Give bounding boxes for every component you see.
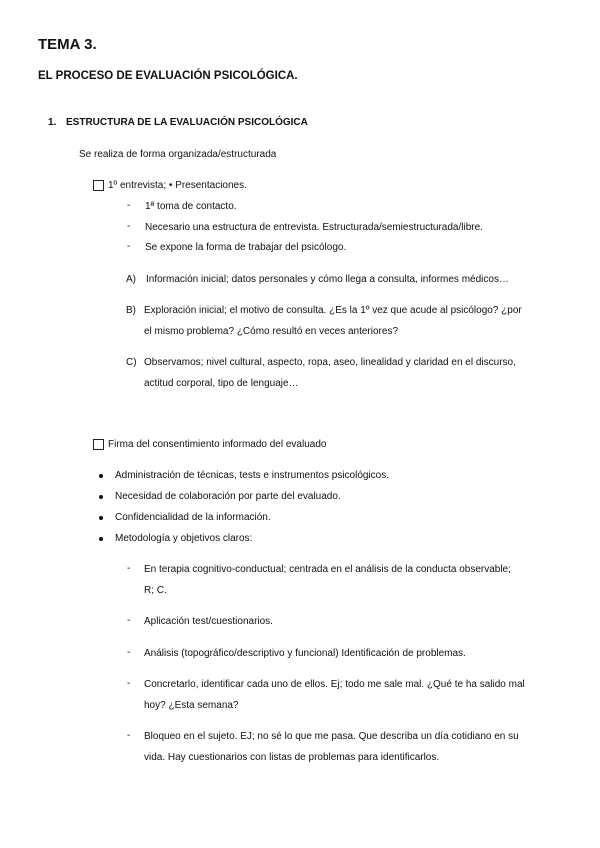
document-title: TEMA 3. (38, 36, 97, 53)
dash-marker: - (127, 730, 131, 741)
bullet-icon (99, 537, 103, 541)
dash-marker: - (127, 615, 131, 626)
bullet-item: Necesidad de colaboración por parte del evaluado. (115, 491, 341, 502)
section-heading: ESTRUCTURA DE LA EVALUACIÓN PSICOLÓGICA (66, 117, 308, 128)
dash-marker: - (127, 563, 131, 574)
dash-item-line: Aplicación test/cuestionarios. (144, 616, 273, 627)
lettered-item-line: el mismo problema? ¿Cómo resultó en veces anteriores? (144, 326, 398, 337)
dash-item-line: Bloqueo en el sujeto. EJ; no sé lo que me pasa. Que describa un día cotidiano en su (144, 731, 519, 742)
dash-item: Necesario una estructura de entrevista. Estructurada/semiestructurada/libre. (145, 222, 483, 233)
document-subtitle: EL PROCESO DE EVALUACIÓN PSICOLÓGICA. (38, 70, 298, 82)
bullet-icon (99, 516, 103, 520)
lettered-item-line: Exploración inicial; el motivo de consulta. ¿Es la 1º vez que acude al psicólogo? ¿por (144, 305, 522, 316)
dash-marker: - (127, 241, 131, 252)
checkbox-item-consentimiento: Firma del consentimiento informado del evaluado (108, 439, 327, 450)
dash-item-line: Análisis (topográfico/descriptivo y funcional) Identificación de problemas. (144, 648, 466, 659)
dash-item-line: En terapia cognitivo-conductual; centrada en el análisis de la conducta observable; (144, 564, 511, 575)
dash-item-line: R; C. (144, 585, 167, 596)
dash-marker: - (127, 647, 131, 658)
letter-marker: B) (126, 305, 136, 316)
checkbox-icon (93, 439, 104, 450)
lettered-item-line: Observamos; nivel cultural, aspecto, ropa, aseo, linealidad y claridad en el discurso, (144, 357, 516, 368)
dash-marker: - (127, 200, 131, 211)
lettered-item-line: Información inicial; datos personales y cómo llega a consulta, informes médicos… (146, 274, 509, 285)
checkbox-item-entrevista: 1º entrevista; • Presentaciones. (108, 180, 247, 191)
section-intro: Se realiza de forma organizada/estructurada (79, 149, 277, 160)
dash-marker: - (127, 221, 131, 232)
dash-marker: - (127, 678, 131, 689)
dash-item-line: hoy? ¿Esta semana? (144, 700, 239, 711)
lettered-item-line: actitud corporal, tipo de lenguaje… (144, 378, 299, 389)
section-number: 1. (48, 117, 57, 128)
letter-marker: A) (126, 274, 136, 285)
dash-item: 1ª toma de contacto. (145, 201, 237, 212)
bullet-item: Confidencialidad de la información. (115, 512, 271, 523)
dash-item-line: vida. Hay cuestionarios con listas de problemas para identificarlos. (144, 752, 440, 763)
dash-item: Se expone la forma de trabajar del psicólogo. (145, 242, 347, 253)
bullet-icon (99, 474, 103, 478)
letter-marker: C) (126, 357, 137, 368)
bullet-item: Administración de técnicas, tests e instrumentos psicológicos. (115, 470, 390, 481)
bullet-item: Metodología y objetivos claros: (115, 533, 253, 544)
checkbox-icon (93, 180, 104, 191)
bullet-icon (99, 495, 103, 499)
dash-item-line: Concretarlo, identificar cada uno de ellos. Ej; todo me sale mal. ¿Qué te ha salido mal (144, 679, 525, 690)
